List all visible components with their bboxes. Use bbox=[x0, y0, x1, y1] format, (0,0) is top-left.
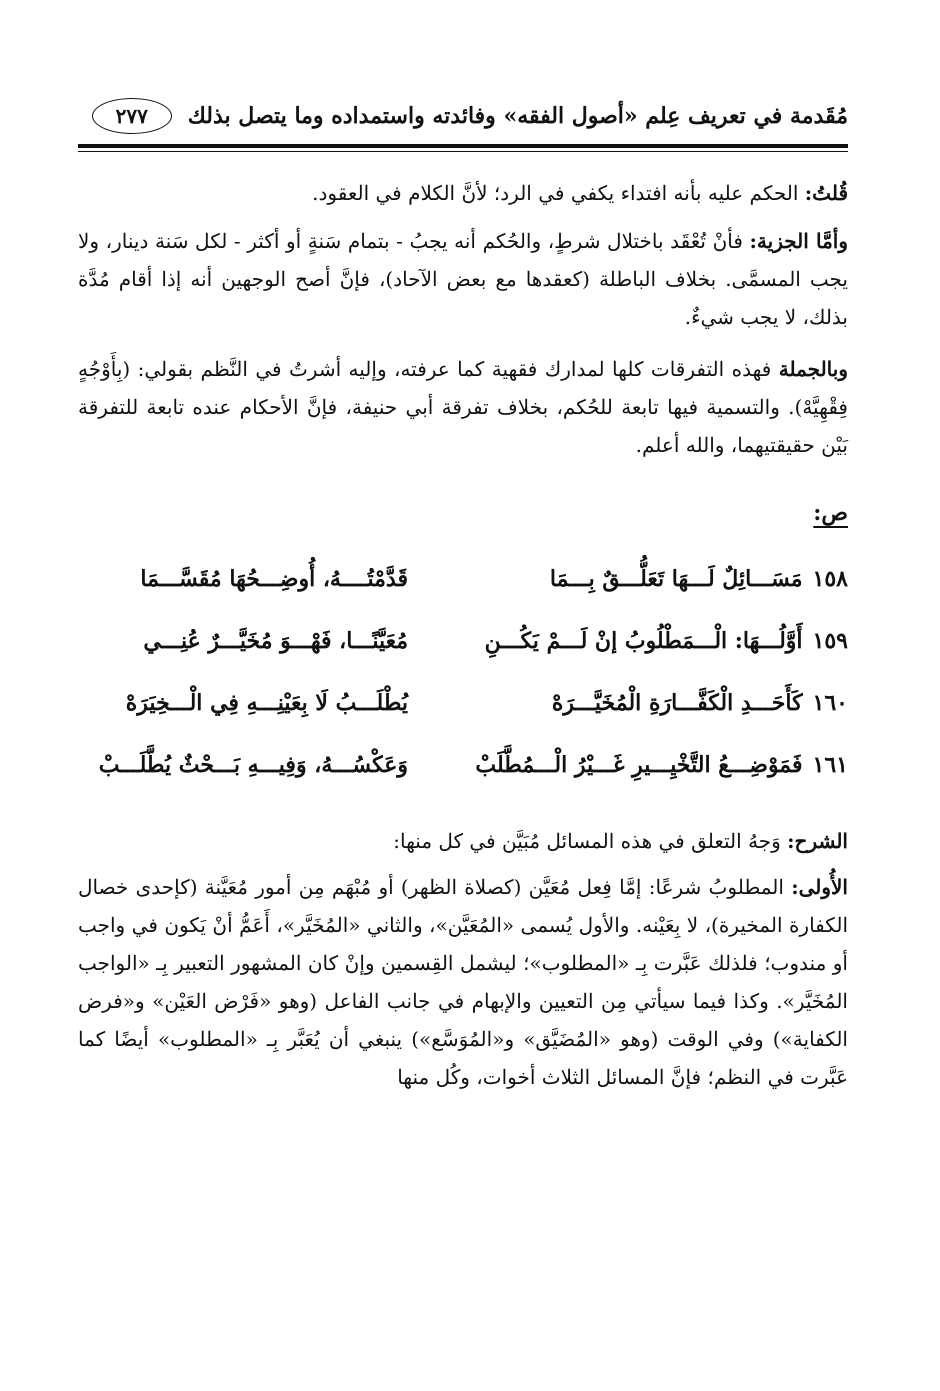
paragraph-4-lead: الشرح: bbox=[787, 829, 848, 854]
verse-number: ١٥٩ bbox=[812, 628, 848, 655]
verse-number: ١٦١ bbox=[812, 752, 848, 779]
paragraph-5-lead: الأُولى: bbox=[791, 875, 848, 900]
verse-first-text: كَأَحَـــدِ الْكَفَّـــارَةِ الْمُخَيَّـــرَهْ bbox=[551, 690, 803, 717]
verse-second-hemistich: قَدَّمْتُــــهُ، أُوضِـــحُهَا مُقَسَّـــمَا bbox=[140, 566, 408, 593]
verse-row bbox=[78, 734, 848, 796]
section-mark: ص: bbox=[813, 500, 848, 527]
paragraph-4 bbox=[78, 822, 848, 860]
paragraph-5 bbox=[78, 868, 848, 1096]
verse-row bbox=[78, 672, 848, 734]
header-title: مُقَدمة في تعريف عِلم «أصول الفقه» وفائدته واستمداده وما يتصل بذلك bbox=[187, 103, 848, 129]
header-rule-thin bbox=[78, 151, 848, 152]
verse-second-hemistich: يُطْلَـــبُ لَا بِعَيْنِـــهِ فِي الْـــخِيَرَهْ bbox=[125, 690, 408, 717]
running-header bbox=[78, 88, 848, 144]
verse-first-text: فَمَوْضِـــعُ التَّخْيِـــيرِ غَـــيْرُ الْـــمُطَّلَبْ bbox=[475, 752, 803, 779]
verse-second-hemistich: وَعَكْسُـــهُ، وَفِيـــهِ بَـــحْثٌ يُطَّلَـــبْ bbox=[98, 752, 408, 779]
paragraph-3-text: فهذه التفرقات كلها لمدارك فقهية كما عرفته، وإليه أشرتُ في النَّظم بقولي: (بِأَوْجُهٍ فِقْهِيَّهْ). والتسمية فيها تابعة للحُكم، بخلاف تفرقة أبي حنيفة، فإنَّ الأحكام عنده تابعة للتفرقة بَيْن حقيقتيهما، والله أعلم. bbox=[78, 357, 848, 458]
verse-first-hemistich bbox=[448, 566, 848, 592]
paragraph-1 bbox=[78, 174, 848, 212]
verse-first-text: مَسَـــائِلٌ لَـــهَا تَعَلُّـــقٌ بِـــمَا bbox=[549, 566, 803, 593]
verse-number: ١٦٠ bbox=[812, 690, 848, 717]
paragraph-5-text: المطلوبُ شرعًا: إمَّا فِعل مُعَيَّن (كصلاة الظهر) أو مُبْهَم مِن أمور مُعَيَّنة (كإحدى خصال الكفارة المخيرة)، لا بِعَيْنه. والأول يُسمى «المُعَيَّن»، والثاني «المُخَيَّر»، أَعَمُّ أنْ يَكون في واجب أو مندوب؛ فلذلك عَبَّرت بِـ «المطلوب»؛ ليشمل القِسمين وإنْ كان المشهور التعبير بِـ «الواجب المُخَيَّر». وكذا فيما سيأتي مِن التعيين والإبهام في جانب الفاعل (وهو «فَرْض العَيْن» و«فرض الكفاية») وفي الوقت (وهو «المُضَيَّق» و«المُوَسَّع») ينبغي أن يُعَبَّر بِـ «المطلوب» أيضًا كما عَبَّرت في النظم؛ فإنَّ المسائل الثلاث أخوات، وكُل منها bbox=[78, 875, 848, 1090]
paragraph-2-lead: وأمَّا الجزية: bbox=[749, 229, 848, 254]
paragraph-4-text: وَجهُ التعلق في هذه المسائل مُبَيَّن في كل منها: bbox=[393, 829, 788, 854]
page-number-badge: ٢٧٧ bbox=[92, 98, 172, 134]
verse-number: ١٥٨ bbox=[812, 566, 848, 593]
verse-first-hemistich bbox=[448, 690, 848, 716]
header-rule-thick bbox=[78, 144, 848, 148]
paragraph-3-lead: وبالجملة bbox=[778, 357, 848, 382]
paragraph-2-text: فأنْ تُعْقَد باختلال شرطٍ، والحُكم أنه يجبُ - بتمام سَنةٍ أو أكثر - لكل سَنة دينار، ولا يجب المسمَّى. بخلاف الباطلة (كعقدها مع بعض الآحاد)، فإنَّ أصح الوجهين أنه إذا أقام مُدَّة بذلك، لا يجب شيءٌ. bbox=[78, 229, 848, 330]
paragraph-3 bbox=[78, 350, 848, 464]
verse-second-hemistich: مُعَيَّنًـــا، فَهْـــوَ مُخَيَّـــرٌ عُنِـــي bbox=[143, 628, 408, 655]
paragraph-1-text: الحكم عليه بأنه افتداء يكفي في الرد؛ لأنَّ الكلام في العقود. bbox=[312, 181, 805, 206]
verse-row bbox=[78, 610, 848, 672]
book-page bbox=[78, 88, 848, 1096]
verse-first-text: أَوَّلُـــهَا: الْـــمَطْلُوبُ إنْ لَـــمْ يَكُـــنِ bbox=[484, 628, 803, 655]
paragraph-2 bbox=[78, 222, 848, 336]
verse-block bbox=[78, 548, 848, 796]
verse-first-hemistich bbox=[448, 628, 848, 654]
paragraph-1-lead: قُلتُ: bbox=[804, 181, 848, 206]
verse-row bbox=[78, 548, 848, 610]
verse-first-hemistich bbox=[448, 752, 848, 778]
